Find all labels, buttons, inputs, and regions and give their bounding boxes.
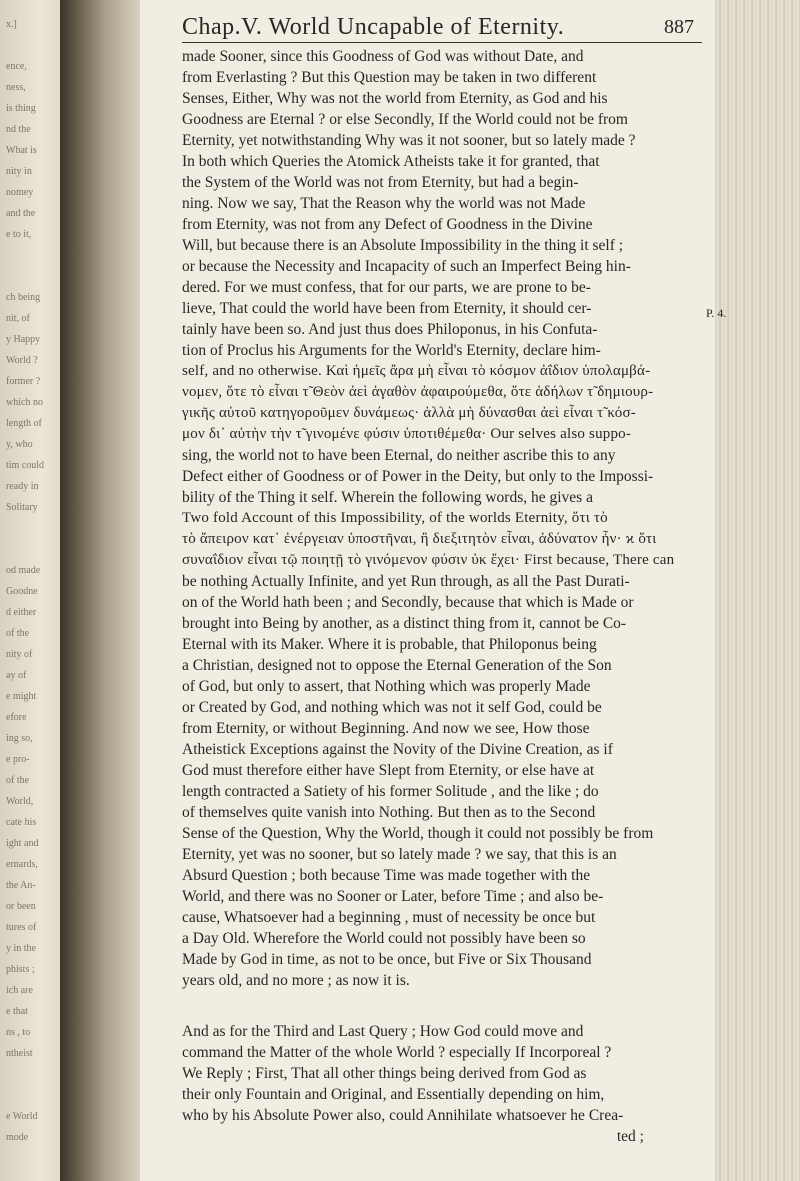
fragment-text: y in the	[6, 943, 36, 954]
fragment-text: World,	[6, 796, 34, 807]
fragment-text: nomey	[6, 187, 34, 198]
fragment-text: d either	[6, 607, 37, 618]
fragment-text: e to it,	[6, 229, 32, 240]
text-line: a Christian, designed not to oppose the Eternal Generation of the Son	[182, 657, 612, 674]
fragment-text: y, who	[6, 439, 33, 450]
paragraph-gap	[182, 991, 704, 1021]
fragment-text: nity in	[6, 166, 32, 177]
text-line: Eternity, yet notwithstanding Why was it not sooner, but so lately made ?	[182, 132, 636, 149]
text-line: length contracted a Satiety of his former Solitude , and the like ; do	[182, 783, 599, 800]
fragment-text: od made	[6, 565, 41, 576]
text-line: on of the World hath been ; and Secondly, because that which is Made or	[182, 594, 634, 611]
fragment-text: Goodne	[6, 586, 38, 597]
text-line: or because the Necessity and Incapacity of such an Imperfect Being hin-	[182, 258, 631, 275]
fragment-text: e might	[6, 691, 37, 702]
fragment-text: of the	[6, 775, 30, 786]
text-line: Senses, Either, Why was not the world from Eternity, as God and his	[182, 90, 608, 107]
page-edges	[715, 0, 800, 1181]
text-line: Eternity, yet was no sooner, but so lately made ? we say, that this is an	[182, 846, 617, 863]
fragment-text: of the	[6, 628, 30, 639]
fragment-text: ence,	[6, 61, 27, 72]
book-gutter	[60, 0, 140, 1181]
adjacent-page-fragment	[0, 0, 60, 1181]
fragment-text: is thing	[6, 103, 36, 114]
text-line: tainly have been so. And just thus does Philoponus, in his Confuta-	[182, 321, 598, 338]
text-line: συναΐδιον εἶναι τῷ ποιητῇ τὸ γινόμενον φύσιν ὐκ ἔχει· First because, There can	[182, 552, 675, 568]
text-line: a Day Old. Wherefore the World could not possibly have been so	[182, 930, 586, 947]
text-line: μον δι᾽ αὐτὴν τὴν τ̃ γινομένε φύσιν ὑποτιθέμεθα· Our selves also suppo-	[182, 426, 632, 442]
text-line: bility of the Thing it self. Wherein the following words, he gives a	[182, 489, 593, 506]
text-line: from Everlasting ? But this Question may be taken in two different	[182, 69, 597, 86]
text-line: dered. For we must confess, that for our parts, we are prone to be-	[182, 279, 591, 296]
text-line: brought into Being by another, as a distinct thing from it, cannot be Co-	[182, 615, 627, 632]
text-line: Goodness are Eternal ? or else Secondly, If the World could not be from	[182, 111, 628, 128]
fragment-text: World ?	[6, 355, 38, 366]
text-line: Atheistick Exceptions against the Novity of the Divine Creation, as if	[182, 741, 613, 758]
fragment-text: length of	[6, 418, 42, 429]
text-line: νομεν, ὅτε τὸ εἶναι τ̃ Θεὸν ἀεὶ ἀγαθὸν ἀφαιρούμεθα, ὅτε ἀδήλων τ̃ δημιουρ-	[182, 384, 654, 400]
text-line: lieve, That could the world have been from Eternity, it should cer-	[182, 300, 592, 317]
text-line: We Reply ; First, That all other things being derived from God as	[182, 1065, 587, 1082]
text-line: made Sooner, since this Goodness of God was without Date, and	[182, 48, 584, 65]
text-line: In both which Queries the Atomick Atheists take it for granted, that	[182, 153, 600, 170]
fragment-text: former ?	[6, 376, 41, 387]
fragment-text: e that	[6, 1006, 28, 1017]
text-line: γικῆς αὐτοῦ κατηγοροῦμεν δυνάμεως· ἀλλὰ μὴ δύνασθαι ἀεὶ εἶναι τ̃ κόσ-	[182, 405, 636, 421]
text-line: God must therefore either have Slept from Eternity, or else have at	[182, 762, 595, 779]
text-line: Absurd Question ; both because Time was made together with the	[182, 867, 591, 884]
body-text	[182, 46, 704, 1147]
text-line: Made by God in time, as not to be once, but Five or Six Thousand	[182, 951, 592, 968]
margin-reference: P. 4.	[706, 306, 727, 320]
fragment-text: nd the	[6, 124, 31, 135]
fragment-text: ich are	[6, 985, 33, 996]
fragment-text: ing so,	[6, 733, 33, 744]
page-number: 887	[664, 16, 694, 38]
fragment-text: ernards,	[6, 859, 38, 870]
text-line: their only Fountain and Original, and Essentially depending on him,	[182, 1086, 605, 1103]
fragment-text: which no	[6, 397, 43, 408]
text-line: sing, the world not to have been Eternal, do neither ascribe this to any	[182, 447, 616, 464]
fragment-text: Solitary	[6, 502, 38, 513]
fragment-text: tures of	[6, 922, 37, 933]
text-line: World, and there was no Sooner or Later, before Time ; and also be-	[182, 888, 604, 905]
fragment-text: or been	[6, 901, 36, 912]
text-line: Eternal with its Maker. Where it is probable, that Philoponus being	[182, 636, 597, 653]
fragment-text: cate his	[6, 817, 37, 828]
text-line: Sense of the Question, Why the World, though it could not possibly be from	[182, 825, 654, 842]
fragment-text: ight and	[6, 838, 39, 849]
text-line: be nothing Actually Infinite, and yet Run through, as all the Past Durati-	[182, 573, 630, 590]
running-header	[182, 14, 702, 43]
text-line: Two fold Account of this Impossibility, of the worlds Eternity, ὅτι τὸ	[182, 510, 608, 526]
fragment-text: y Happy	[6, 334, 41, 345]
text-line: from Eternity, was not from any Defect of Goodness in the Divine	[182, 216, 593, 233]
fragment-text: ns , to	[6, 1027, 31, 1038]
fragment-text: ch being	[6, 292, 41, 303]
fragment-text: phists ;	[6, 964, 35, 975]
text-line: And as for the Third and Last Query ; How God could move and	[182, 1023, 584, 1040]
fragment-text: efore	[6, 712, 27, 723]
text-line: Will, but because there is an Absolute Impossibility in the thing it self ;	[182, 237, 624, 254]
text-line: years old, and no more ; as now it is.	[182, 972, 410, 989]
text-line: from Eternity, or without Beginning. And now we see, How those	[182, 720, 590, 737]
text-line: or Created by God, and nothing which was not it self God, could be	[182, 699, 602, 716]
fragment-text: ready in	[6, 481, 39, 492]
fragment-text: e pro-	[6, 754, 30, 765]
fragment-text: ay of	[6, 670, 27, 681]
fragment-text: ness,	[6, 82, 26, 93]
text-line: command the Matter of the whole World ? especially If Incorporeal ?	[182, 1044, 612, 1061]
text-line: ning. Now we say, That the Reason why the world was not Made	[182, 195, 586, 212]
text-line: of God, but only to assert, that Nothing which was properly Made	[182, 678, 591, 695]
fragment-text: ntheist	[6, 1048, 33, 1059]
fragment-text: mode	[6, 1132, 29, 1143]
fragment-text: nit, of	[6, 313, 30, 324]
chapter-title: Chap.V. World Uncapable of Eternity.	[182, 14, 565, 40]
text-line: the System of the World was not from Eternity, but had a begin-	[182, 174, 579, 191]
text-line: Defect either of Goodness or of Power in the Deity, but only to the Impossi-	[182, 468, 654, 485]
fragment-text: nity of	[6, 649, 33, 660]
text-line: ted ;	[616, 1128, 644, 1145]
fragment-text: and the	[6, 208, 36, 219]
text-line: who by his Absolute Power also, could Annihilate whatsoever he Crea-	[182, 1107, 624, 1124]
text-line: cause, Whatsoever had a beginning , must of necessity be once but	[182, 909, 596, 926]
fragment-text: e World	[6, 1111, 38, 1122]
text-line: self, and no otherwise. Καὶ ἡμεῖς ἄρα μὴ εἶναι τὸ κόσμον ἀΐδιον ὑπολαμβά-	[182, 363, 651, 379]
text-line: of themselves quite vanish into Nothing. But then as to the Second	[182, 804, 596, 821]
fragment-text: tim could	[6, 460, 45, 471]
fragment-text: What is	[6, 145, 37, 156]
text-line: tion of Proclus his Arguments for the World's Eternity, declare him-	[182, 342, 601, 359]
text-line: τὸ ἄπειρον κατ᾽ ἐνέργειαν ὑποστῆναι, ἢ διεξιτητὸν εἶναι, ἀδύνατον ἦν· ϰ ὅτι	[182, 531, 657, 547]
fragment-text: the An-	[6, 880, 36, 891]
fragment-text: x.]	[6, 19, 17, 30]
